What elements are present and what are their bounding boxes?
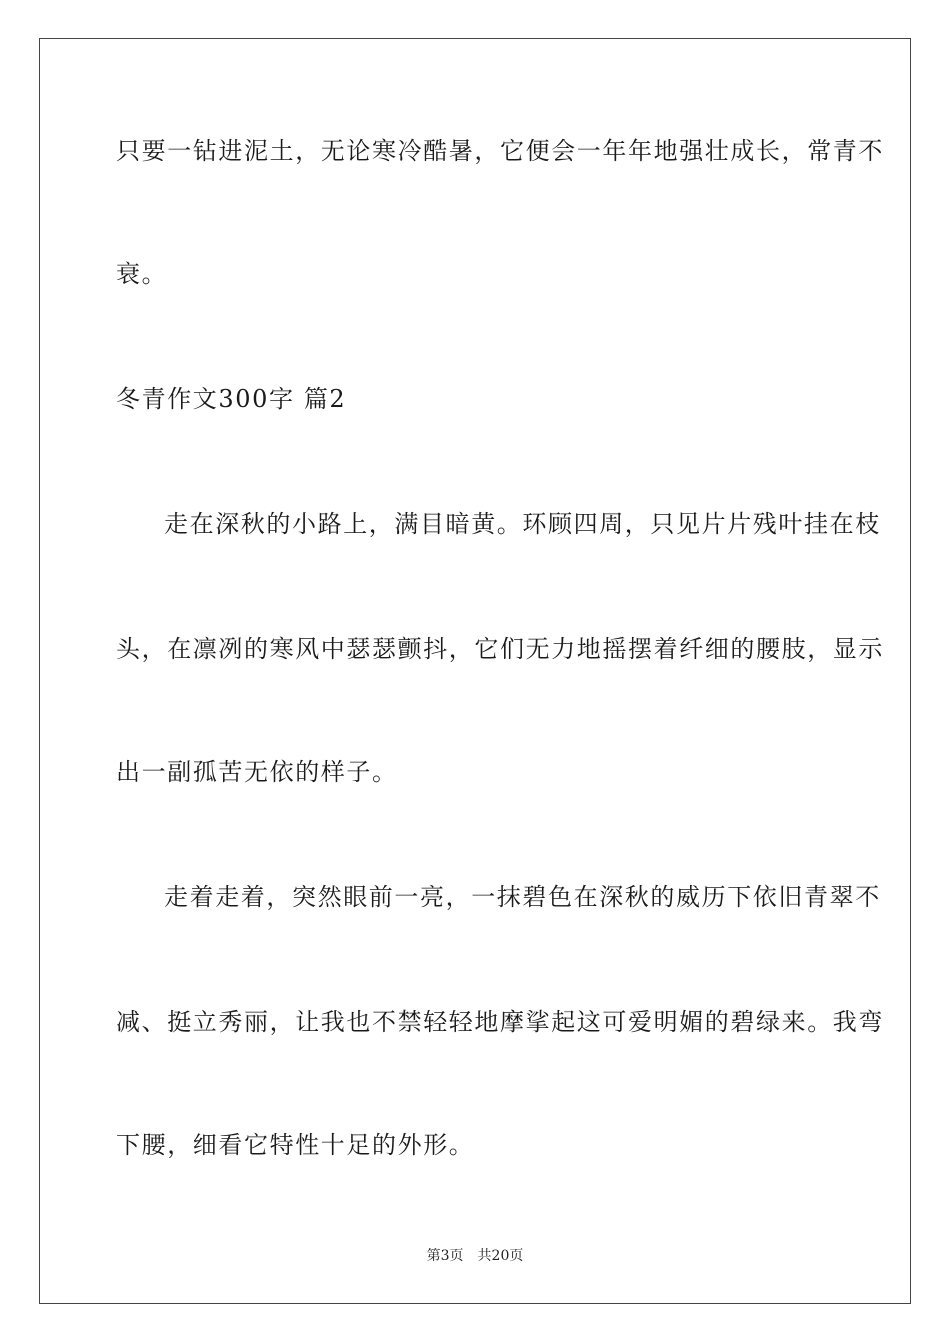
text-line: 衰。 bbox=[116, 260, 168, 288]
text-line: 下腰，细看它特性十足的外形。 bbox=[116, 1131, 475, 1159]
page-footer bbox=[0, 1246, 950, 1266]
text-line: 减、挺立秀丽，让我也不禁轻轻地摩挲起这可爱明媚的碧绿来。我弯 bbox=[116, 1008, 884, 1036]
text-line: 出一副孤苦无依的样子。 bbox=[116, 758, 398, 786]
paragraph-first-line: 走着走着，突然眼前一亮，一抹碧色在深秋的威历下依旧青翠不 bbox=[164, 883, 881, 911]
text-line: 头，在凛冽的寒风中瑟瑟颤抖，它们无力地摇摆着纤细的腰肢，显示 bbox=[116, 635, 884, 663]
text-line: 只要一钻进泥土，无论寒冷酷暑，它便会一年年地强壮成长，常青不 bbox=[116, 137, 884, 165]
paragraph-first-line: 走在深秋的小路上，满目暗黄。环顾四周，只见片片残叶挂在枝 bbox=[164, 510, 881, 538]
page-number: 第3页 bbox=[426, 1248, 464, 1264]
page-total: 共20页 bbox=[477, 1248, 524, 1264]
page-border bbox=[39, 38, 911, 1304]
section-heading: 冬青作文300字 篇2 bbox=[116, 385, 347, 413]
